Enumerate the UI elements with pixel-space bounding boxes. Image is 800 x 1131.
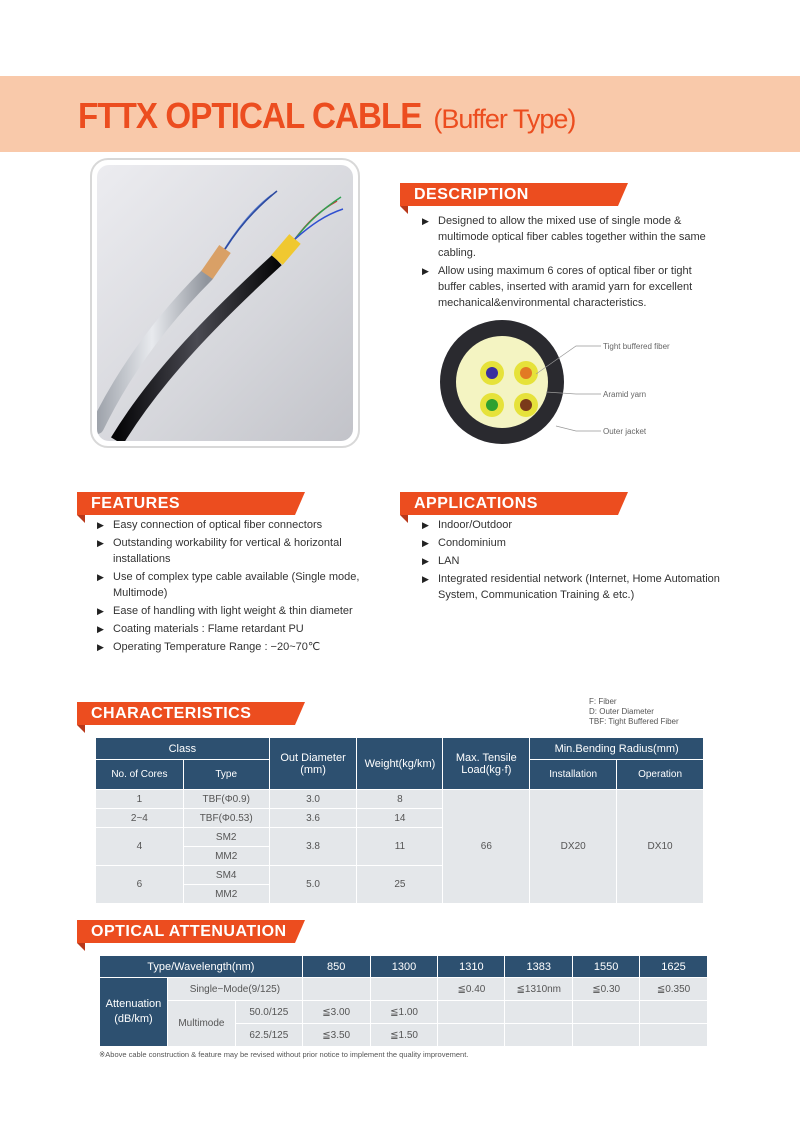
- attenuation-label: Attenuation (dB/km): [100, 978, 168, 1047]
- header-1383: 1383: [505, 956, 573, 978]
- header-operation: Operation: [617, 760, 704, 790]
- cell-value: [302, 978, 370, 1001]
- application-item: ▶ Condominium: [422, 535, 722, 551]
- title-main: FTTX OPTICAL CABLE: [78, 95, 422, 136]
- cell-type: SM2: [183, 828, 269, 847]
- applications-heading: APPLICATIONS: [400, 492, 618, 515]
- header-type-wavelength: Type/Wavelength(nm): [100, 956, 303, 978]
- header-type: Type: [183, 760, 269, 790]
- header-850: 850: [302, 956, 370, 978]
- feature-item: ▶ Coating materials : Flame retardant PU: [97, 621, 387, 637]
- header-1310: 1310: [438, 956, 505, 978]
- cell-cores: 6: [96, 866, 184, 904]
- cell-value: [505, 1001, 573, 1024]
- header-1550: 1550: [573, 956, 640, 978]
- cell-tensile: 66: [443, 790, 530, 904]
- application-item: ▶ Indoor/Outdoor: [422, 517, 722, 533]
- description-list: [422, 213, 722, 313]
- cell-type: TBF(Φ0.53): [183, 809, 269, 828]
- attenuation-heading: OPTICAL ATTENUATION: [77, 920, 295, 943]
- cell-diameter: 5.0: [269, 866, 357, 904]
- table-header-row: [100, 956, 708, 978]
- title-sub: (Buffer Type): [433, 104, 576, 134]
- core-blue: [486, 367, 498, 379]
- header-1625: 1625: [640, 956, 708, 978]
- cell-single-mode: Single−Mode(9/125): [167, 978, 302, 1001]
- cell-value: ≦1.00: [370, 1001, 438, 1024]
- characteristics-table: [95, 737, 704, 904]
- description-heading: DESCRIPTION: [400, 183, 618, 206]
- page-title: [78, 95, 575, 137]
- footnote: ※Above cable construction & feature may be revised without prior notice to implement the quality improvement.: [99, 1050, 469, 1059]
- header-cores: No. of Cores: [96, 760, 184, 790]
- header-weight: Weight(kg/km): [357, 738, 443, 790]
- label-aramid-yarn: Aramid yarn: [603, 390, 647, 399]
- header-bending-radius: Min.Bending Radius(mm): [530, 738, 704, 760]
- cable-cross-section: [436, 316, 706, 446]
- cell-diameter: 3.6: [269, 809, 357, 828]
- cell-value: ≦1.50: [370, 1024, 438, 1047]
- cell-value: [370, 978, 438, 1001]
- cell-value: ≦3.00: [302, 1001, 370, 1024]
- header-tensile-load: Max. Tensile Load(kg·f): [443, 738, 530, 790]
- cell-installation: DX20: [530, 790, 617, 904]
- cell-type: SM4: [183, 866, 269, 885]
- cell-value: [573, 1001, 640, 1024]
- product-photo: [97, 165, 353, 441]
- cell-type: MM2: [183, 847, 269, 866]
- header-1300: 1300: [370, 956, 438, 978]
- header-out-diameter: Out Diameter (mm): [269, 738, 357, 790]
- abbreviation-legend: [589, 697, 679, 727]
- cell-weight: 25: [357, 866, 443, 904]
- description-item: ▶ Allow using maximum 6 cores of optical fiber or tight buffer cables, inserted with aramid yarn for excellent mechanical&environmental characteristics.: [422, 263, 722, 311]
- cell-value: [573, 1024, 640, 1047]
- aramid-yarn-area: [456, 336, 548, 428]
- cable-illustration: [97, 165, 353, 441]
- legend-item: TBF: Tight Buffered Fiber: [589, 717, 679, 726]
- cell-type: MM2: [183, 885, 269, 904]
- cell-value: ≦1310nm: [505, 978, 573, 1001]
- application-item: ▶ LAN: [422, 553, 722, 569]
- application-item: ▶ Integrated residential network (Internet, Home Automation System, Communication Training & etc.): [422, 571, 722, 603]
- feature-item: ▶ Outstanding workability for vertical & horizontal installations: [97, 535, 387, 567]
- cell-cores: 4: [96, 828, 184, 866]
- feature-item: ▶ Use of complex type cable available (Single mode, Multimode): [97, 569, 387, 601]
- characteristics-heading: CHARACTERISTICS: [77, 702, 295, 725]
- table-row: [96, 790, 704, 809]
- header-class: Class: [96, 738, 270, 760]
- applications-list: [422, 517, 722, 605]
- features-list: [97, 517, 387, 657]
- description-item: ▶ Designed to allow the mixed use of single mode & multimode optical fiber cables together within the same cabling.: [422, 213, 722, 261]
- table-row: [100, 978, 708, 1001]
- label-outer-jacket: Outer jacket: [603, 427, 647, 436]
- table-row: [100, 1001, 708, 1024]
- cell-value: [438, 1024, 505, 1047]
- cell-value: ≦0.350: [640, 978, 708, 1001]
- cell-cores: 2~4: [96, 809, 184, 828]
- cell-diameter: 3.8: [269, 828, 357, 866]
- cell-type: TBF(Φ0.9): [183, 790, 269, 809]
- cell-value: ≦3.50: [302, 1024, 370, 1047]
- cell-weight: 14: [357, 809, 443, 828]
- cell-operation: DX10: [617, 790, 704, 904]
- cell-weight: 8: [357, 790, 443, 809]
- cell-value: [640, 1001, 708, 1024]
- cell-diameter: 3.0: [269, 790, 357, 809]
- feature-item: ▶ Ease of handling with light weight & thin diameter: [97, 603, 387, 619]
- cell-multimode: Multimode: [167, 1001, 235, 1047]
- core-orange: [520, 367, 532, 379]
- cell-value: ≦0.40: [438, 978, 505, 1001]
- cell-value: [505, 1024, 573, 1047]
- cell-weight: 11: [357, 828, 443, 866]
- legend-item: D: Outer Diameter: [589, 707, 654, 716]
- header-installation: Installation: [530, 760, 617, 790]
- feature-item: ▶ Operating Temperature Range : −20~70℃: [97, 639, 387, 655]
- cell-value: [438, 1001, 505, 1024]
- cell-type: 50.0/125: [235, 1001, 302, 1024]
- features-heading: FEATURES: [77, 492, 295, 515]
- legend-item: F: Fiber: [589, 697, 617, 706]
- cell-value: ≦0.30: [573, 978, 640, 1001]
- cell-value: [640, 1024, 708, 1047]
- attenuation-table: [99, 955, 708, 1047]
- feature-item: ▶ Easy connection of optical fiber connectors: [97, 517, 387, 533]
- cell-type: 62.5/125: [235, 1024, 302, 1047]
- cell-cores: 1: [96, 790, 184, 809]
- core-brown: [520, 399, 532, 411]
- label-tight-buffered-fiber: Tight buffered fiber: [603, 342, 670, 351]
- core-green: [486, 399, 498, 411]
